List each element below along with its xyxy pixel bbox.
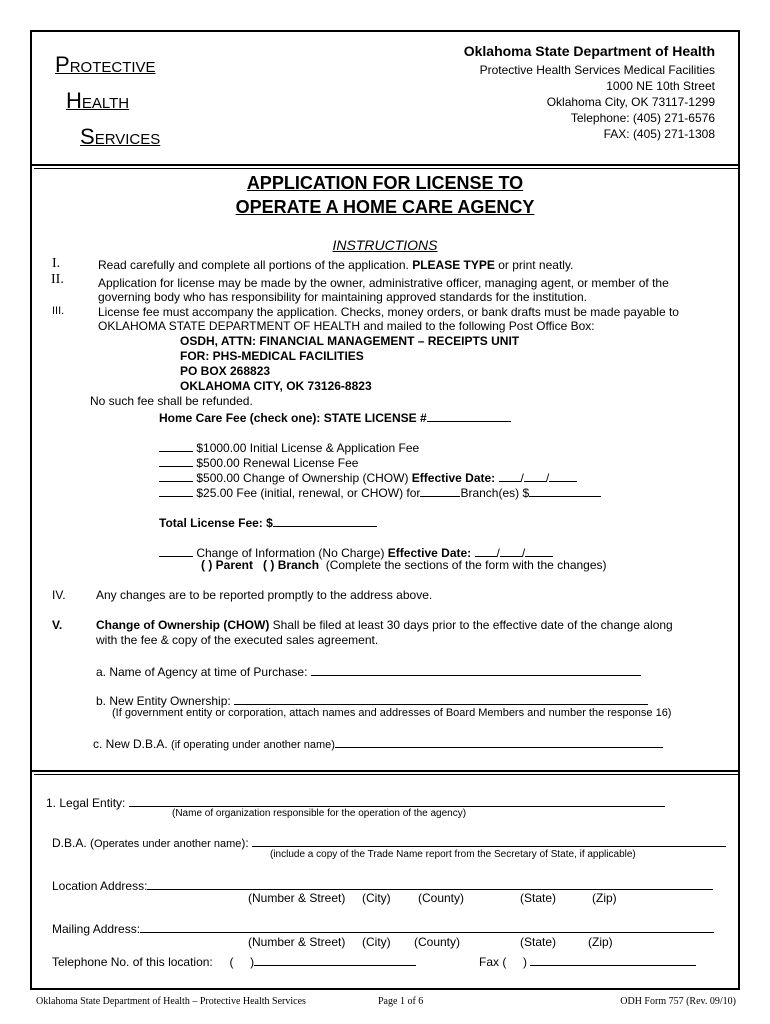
parent-option[interactable]: ( ) Parent [201,558,254,572]
coi-checkbox[interactable] [159,544,193,557]
section-divider [30,770,740,772]
mail-address-line2: FOR: PHS-MEDICAL FACILITIES [180,349,364,363]
legal-entity-note: (Name of organization responsible for the operation of the agency) [172,808,467,819]
new-entity-ownership: b. New Entity Ownership: [96,692,648,708]
mail-address-line1: OSDH, ATTN: FINANCIAL MANAGEMENT – RECEIPTS UNIT [180,334,520,348]
new-entity-ownership-field[interactable] [234,692,648,705]
mail-address-line3: PO BOX 268823 [180,364,271,378]
mail-address-line4: OKLAHOMA CITY, OK 73126-8823 [180,379,372,393]
mailing-street-hint: (Number & Street) [248,935,346,949]
dba-note: (include a copy of the Trade Name report from the Secretary of State, if applicable) [270,849,636,860]
mailing-city-hint: (City) [362,935,391,949]
item-v-number: V. [52,618,63,632]
branch-count-field[interactable] [420,484,460,497]
item-ii-line1: Application for license may be made by the owner, administrative officer, managing agent, or member of the [98,276,669,290]
fee-chow-checkbox[interactable] [159,469,193,482]
location-address: Location Address: [52,877,713,893]
footer-left: Oklahoma State Department of Health – Protective Health Services [36,996,306,1007]
fee-branch-checkbox[interactable] [159,484,193,497]
agency-name-at-purchase: a. Name of Agency at time of Purchase: [96,663,641,679]
telephone: Telephone No. of this location: ( ) [52,953,416,969]
item-i-number: I. [52,256,61,271]
agency-division: Protective Health Services Medical Facilities [479,63,715,77]
item-ii-number: II. [51,272,64,287]
location-county-hint: (County) [418,891,465,905]
mailing-county-hint: (County) [414,935,461,949]
agency-city: Oklahoma City, OK 73117-1299 [546,95,715,109]
fax-field[interactable] [530,953,696,966]
fee-heading: Home Care Fee (check one): STATE LICENSE # [159,409,511,425]
telephone-field[interactable] [254,953,416,966]
location-address-field[interactable] [147,877,713,890]
legal-entity: 1. Legal Entity: [46,794,665,810]
item-v-line1: Change of Ownership (CHOW) Shall be filed at least 30 days prior to the effective date of the change along [96,618,673,632]
chow-date-month[interactable] [499,469,521,482]
item-i-text: Read carefully and complete all portions of the application. PLEASE TYPE or print neatly. [98,258,574,272]
location-city-hint: (City) [362,891,391,905]
chow-date-day[interactable] [524,469,546,482]
logo-line-health: HEALTH [66,88,130,113]
state-license-field[interactable] [427,409,511,422]
title-line1: APPLICATION FOR LICENSE TO [246,173,524,193]
fee-option-branch: $25.00 Fee (initial, renewal, or CHOW) for Branch(es) $ [159,484,601,500]
fee-renewal-checkbox[interactable] [159,454,193,467]
title-line2: OPERATE A HOME CARE AGENCY [235,197,535,217]
location-street-hint: (Number & Street) [248,891,346,905]
dba-field[interactable] [252,834,726,847]
coi-date-year[interactable] [525,544,553,557]
item-iv-number: IV. [52,588,66,602]
new-dba-field[interactable] [335,735,663,748]
coi-date-month[interactable] [475,544,497,557]
fee-initial-checkbox[interactable] [159,439,193,452]
item-iii-line1: License fee must accompany the application. Checks, money orders, or bank drafts must be made payable to [98,305,679,319]
mailing-address-field[interactable] [140,920,714,933]
mailing-zip-hint: (Zip) [588,935,613,949]
footer-form-number: ODH Form 757 (Rev. 09/10) [620,996,736,1007]
item-iv-text: Any changes are to be reported promptly to the address above. [96,588,433,602]
section-divider-inner [34,774,738,775]
parent-branch-options: ( ) Parent ( ) Branch (Complete the sections of the form with the changes) [201,558,607,572]
agency-phone: Telephone: (405) 271-6576 [570,111,715,125]
instructions-heading: INSTRUCTIONS [332,237,438,253]
agency-name: Oklahoma State Department of Health [463,43,715,59]
logo-line-protective: PROTECTIVE [55,52,156,77]
branch-option[interactable]: ( ) Branch [263,558,320,572]
branch-fee-field[interactable] [529,484,601,497]
legal-entity-field[interactable] [129,794,665,807]
change-of-information: Change of Information (No Charge) Effective Date: / / [159,544,553,560]
fee-option-chow: $500.00 Change of Ownership (CHOW) Effective Date: / / [159,469,577,485]
item-iii-number: III. [52,305,65,317]
header-divider-inner [34,168,738,169]
header-divider [30,164,740,166]
agency-fax: FAX: (405) 271-1308 [603,127,715,141]
agency-name-at-purchase-field[interactable] [311,663,641,676]
border-top [30,30,740,32]
location-state-hint: (State) [520,891,557,905]
total-fee-field[interactable] [273,514,377,527]
fax: Fax ( ) [479,953,696,969]
item-ii-line2: governing body who has responsibility for maintaining approved standards for the institution. [98,290,587,304]
footer-page: Page 1 of 6 [378,996,424,1007]
new-entity-note: (If government entity or corporation, attach names and addresses of Board Members and number the response 16) [112,707,672,719]
mailing-address: Mailing Address: [52,920,714,936]
fee-option-renewal: $500.00 Renewal License Fee [159,454,358,470]
logo-line-services: SERVICES [80,124,161,149]
fee-option-initial: $1000.00 Initial License & Application Fee [159,439,419,455]
coi-date-day[interactable] [500,544,522,557]
item-v-line2: with the fee & copy of the executed sales agreement. [96,633,379,647]
no-refund-note: No such fee shall be refunded. [90,394,253,408]
agency-street: 1000 NE 10th Street [606,79,715,93]
total-fee: Total License Fee: $ [159,514,377,530]
mailing-state-hint: (State) [520,935,557,949]
dba: D.B.A. (Operates under another name): [52,834,726,850]
border-bottom [30,988,740,990]
item-iii-line2: OKLAHOMA STATE DEPARTMENT OF HEALTH and mailed to the following Post Office Box: [98,319,595,333]
new-dba: c. New D.B.A. (if operating under another name) [93,735,663,751]
chow-date-year[interactable] [549,469,577,482]
location-zip-hint: (Zip) [592,891,617,905]
